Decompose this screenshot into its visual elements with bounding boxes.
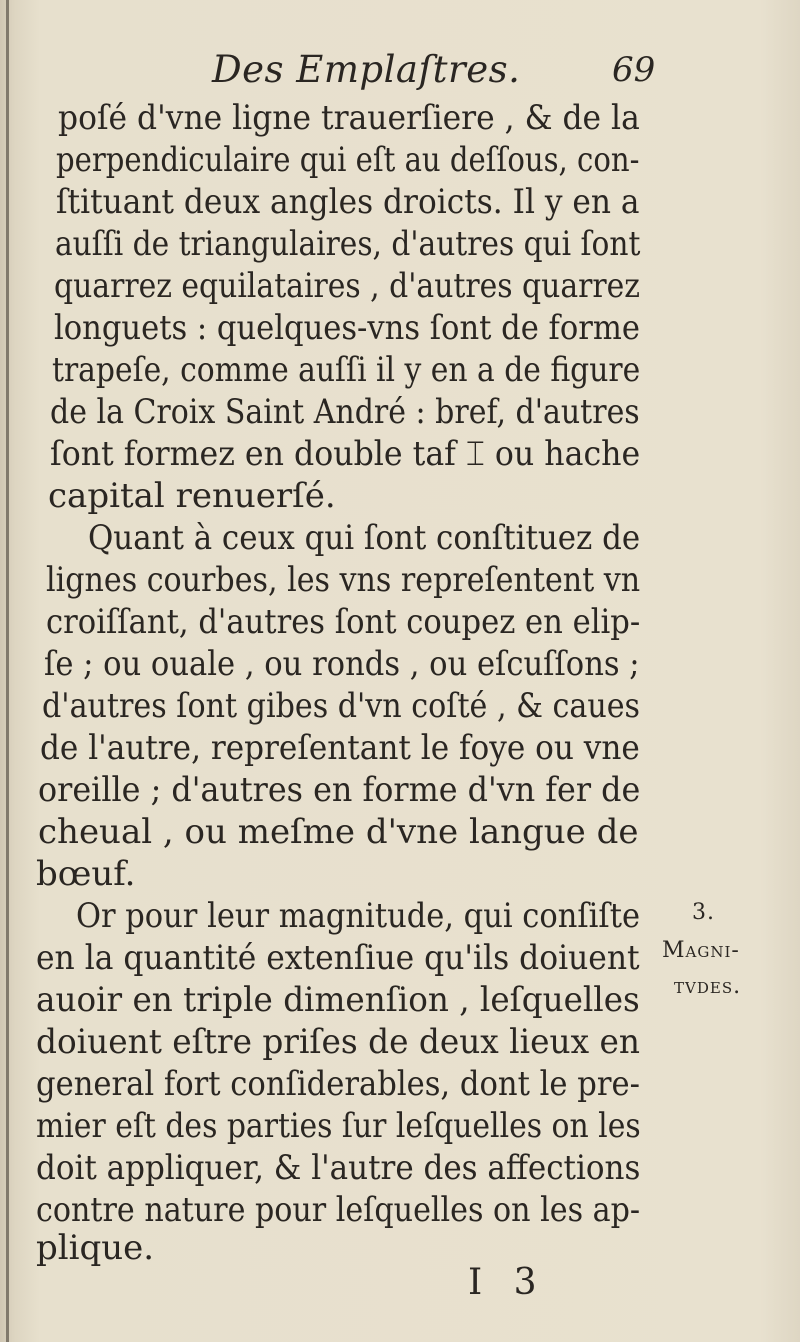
page-number: 69 [612, 50, 656, 90]
text-line: ſont formez en double taf ⌶ ou hache [50, 434, 641, 474]
binding-gutter [6, 0, 9, 1342]
text-line: d'autres ſont gibes d'vn coſté , & caues [42, 686, 641, 726]
text-line: de la Croix Saint André : bref, d'autres [50, 392, 640, 432]
text-line: cheual , ou meſme d'vne langue de [38, 812, 639, 852]
text-line: croiſſant, d'autres ſont coupez en elip- [46, 602, 641, 642]
text-line: bœuf. [36, 854, 136, 894]
margin-note-line: tvdes. [674, 974, 742, 999]
text-line: Quant à ceux qui ſont conſtituez de [88, 518, 641, 558]
signature-mark: I 3 [468, 1262, 547, 1303]
page-header [0, 42, 800, 92]
text-line: de l'autre, repreſentant le foye ou vne [40, 728, 640, 768]
text-line: doiuent eſtre priſes de deux lieux en [36, 1022, 640, 1062]
text-line: plique. [36, 1228, 155, 1268]
text-line: ſe ; ou ouale , ou ronds , ou eſcuſſons ; [44, 644, 640, 684]
margin-note-line: Magni- [662, 938, 740, 963]
text-line: mier eſt des parties ſur leſquelles on les [36, 1106, 641, 1146]
running-title: Des Emplaſtres. [212, 48, 521, 91]
text-line: general fort conſiderables, dont le pre- [36, 1064, 640, 1104]
text-line: quarrez equilataires , d'autres quarrez [54, 266, 641, 306]
text-line: longuets : quelques-vns ſont de forme [54, 308, 640, 348]
text-line: contre nature pour leſquelles on les ap- [36, 1190, 641, 1230]
text-line: poſé d'vne ligne trauerſiere , & de la [58, 98, 640, 138]
text-line: auſſi de triangulaires, d'autres qui ſont [55, 224, 641, 264]
text-line: capital renuerſé. [48, 476, 336, 516]
margin-note-number: 3. [692, 900, 715, 925]
text-line: ſtituant deux angles droicts. Il y en a [56, 182, 640, 222]
text-line: auoir en triple dimenſion , leſquelles [36, 980, 640, 1020]
text-line: doit appliquer, & l'autre des affections [36, 1148, 641, 1188]
text-line: trapeſe, comme auſſi il y en a de figure [52, 350, 641, 390]
text-line: Or pour leur magnitude, qui conſiſte [76, 896, 641, 936]
text-line: lignes courbes, les vns repreſentent vn [46, 560, 641, 600]
text-line: perpendiculaire qui eſt au deſſous, con- [56, 140, 640, 180]
text-line: oreille ; d'autres en forme d'vn fer de [38, 770, 641, 810]
text-line: en la quantité extenſiue qu'ils doiuent [36, 938, 640, 978]
